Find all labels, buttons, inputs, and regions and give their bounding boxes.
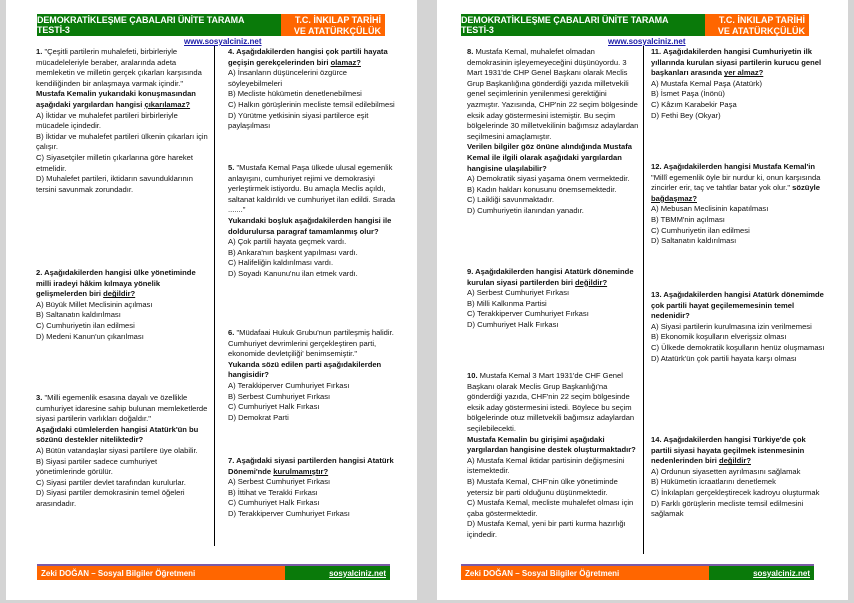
option-a[interactable]: A) Mustafa Kemal Paşa (Atatürk)	[651, 78, 762, 88]
option-b[interactable]: B) Ekonomik koşulların elverişsiz olması	[651, 332, 787, 342]
question-number: 10.	[467, 371, 478, 380]
option-c[interactable]: C) Kâzım Karabekir Paşa	[651, 99, 737, 109]
option-b[interactable]: B) Ankara'nın başkent yapılması vardı.	[228, 247, 358, 257]
question-prompt: 2. Aşağıdakilerden hangisi ülke yönetiminde milli iradeyi hâkim kılmaya yönelik gelişmelerden biri değildir?	[36, 268, 196, 299]
question-prompt: Yukarıda sözü edilen parti aşağıdakilerden hangisidir?	[228, 359, 382, 380]
option-a[interactable]: A) Terakkiperver Cumhuriyet Fırkası	[228, 380, 350, 390]
option-d[interactable]: D) Siyasi partiler demokrasinin temel öğeleri arasındadır.	[36, 488, 185, 508]
question-prompt: 14. Aşağıdakilerden hangisi Türkiye'de çok partili siyasi hayata geçilmek istenmesinin nedenlerinden biri değildir?	[651, 435, 806, 466]
page-footer	[461, 564, 814, 580]
option-c[interactable]: C) Ülkede demokratik koşulların henüz oluşmaması	[651, 342, 825, 352]
question-number: 1.	[36, 47, 43, 56]
question-9	[467, 267, 639, 331]
question-prompt: Mustafa Kemalin yukarıdaki konuşmasından aşağıdaki yargılardan hangisi çıkarılamaz?	[36, 89, 196, 109]
option-c[interactable]: C) Cumhuriyetin ilan edilmesi	[36, 320, 135, 330]
author-label: Zeki DOĞAN – Sosyal Bilgiler Öğretmeni	[37, 566, 285, 580]
option-c[interactable]: C) Siyasetçiler milletin çıkarlarına göre hareket etmelidir.	[36, 152, 193, 173]
question-11	[651, 47, 825, 121]
question-number: 8.	[467, 47, 474, 56]
option-d[interactable]: D) Demokrat Parti	[228, 412, 289, 422]
option-d[interactable]: D) Medeni Kanun'un çıkarılması	[36, 331, 144, 341]
subject-title: T.C. İNKILAP TARİHİ VE ATATÜRKÇÜLÜK	[281, 14, 385, 36]
page-left	[6, 0, 417, 600]
page-header	[37, 14, 385, 36]
question-8	[467, 47, 639, 217]
option-d[interactable]: D) Mustafa Kemal, yeni bir parti kurma hazırlığı içindedir.	[467, 519, 626, 539]
question-number: 5.	[228, 163, 235, 172]
option-b[interactable]: B) Hükümetin icraatlarını denetlemek	[651, 477, 776, 487]
question-prompt: 9. Aşağıdakilerden hangisi Atatürk döneminde kurulan siyasi partilerden biri değildir?	[467, 267, 634, 287]
option-d[interactable]: D) Terakkiperver Cumhuriyet Fırkası	[228, 508, 350, 518]
option-a[interactable]: A) Çok partili hayata geçmek vardı.	[228, 237, 347, 247]
option-c[interactable]: C) Halkın görüşlerinin mecliste temsil edilebilmesi	[228, 99, 395, 109]
question-text: "Müdafaai Hukuk Grubu'nun partileşmiş halidir. Cumhuriyet devrimlerini gerçekleştiren parti, ekonomide devletçiliği' benimsemiştir."	[228, 328, 394, 359]
footer-site-link[interactable]: sosyalciniz.net	[709, 566, 814, 580]
question-3	[36, 393, 208, 510]
option-b[interactable]: B) İsmet Paşa (İnönü)	[651, 89, 725, 99]
question-text: "Mustafa Kemal Paşa ülkede ulusal egemenlik anlayışını, cumhuriyet rejimi ve demokrasiyi yerleştirmek istiyordu. Bu amaçla Meclis açıldı, saltanat kaldırıldı ve cumhuriyet ilan edildi. Sırada ......."	[228, 163, 396, 215]
option-b[interactable]: B) Mecliste hükümetin denetlenebilmesi	[228, 89, 362, 99]
option-b[interactable]: B) Mustafa Kemal, CHF'nin ülke yönetiminde yetersiz bir parti olduğunu düşünmektedir.	[467, 476, 618, 497]
option-c[interactable]: C) Terakkiperver Cumhuriyet Fırkası	[467, 309, 589, 319]
test-title: DEMOKRATİKLEŞME ÇABALARI ÜNİTE TARAMA TESTİ-3	[37, 14, 281, 36]
option-a[interactable]: A) Mustafa Kemal iktidar partisinin değişmesini istemektedir.	[467, 455, 625, 476]
website-link[interactable]: www.sosyalciniz.net	[184, 37, 262, 46]
author-label: Zeki DOĞAN – Sosyal Bilgiler Öğretmeni	[461, 566, 709, 580]
question-12: 12. Aşağıdakilerden hangisi Mustafa Kemal'in "Millî egemenlik öyle bir nurdur ki, onun karşısında zincirler erir, taç ve tahtlar batar yok olur." sözüyle bağdaşmaz? A) Mebusan Meclisinin kapatılması B) TBMM'nin açılması C) Cumhuriyetin ilan edilmesi D) Saltanatın kaldırılması	[651, 162, 825, 247]
question-6	[228, 328, 400, 423]
option-c[interactable]: C) Cumhuriyet Halk Fırkası	[228, 402, 320, 412]
question-text: "Milli egemenlik esasına dayalı ve özellikle cumhuriyet idaresine sahip bulunan memleketlerde siyasi partilerin varlıkları doğaldır."	[36, 393, 208, 424]
option-a[interactable]: A) Demokratik siyasi yaşama önem vermektedir.	[467, 174, 630, 184]
column-divider	[643, 46, 644, 554]
option-d[interactable]: D) Soyadı Kanunu'nu ilan etmek vardı.	[228, 268, 358, 278]
question-number: 3.	[36, 393, 43, 402]
page-footer	[37, 564, 390, 580]
page-header	[461, 14, 809, 36]
option-b[interactable]: B) Siyasi partiler sadece cumhuriyet yönetimlerinde görülür.	[36, 456, 158, 477]
question-number: 6.	[228, 328, 235, 337]
option-c[interactable]: C) Mustafa Kemal, mecliste muhalefet olması için çaba göstermektedir.	[467, 498, 634, 518]
question-text: "Çeşitli partilerin muhalefeti, birbirleriyle mücadeleleriyle beraber, aralarında adeta memleketin ve milletin gerçek çıkarları karşısında kendiliğinden bir anlaşmaya varmak içindir."	[36, 47, 202, 88]
option-d[interactable]: D) Cumhuriyetin ilanından yanadır.	[467, 205, 584, 215]
option-c[interactable]: C) Cumhuriyet Halk Fırkası	[228, 498, 320, 508]
question-prompt: Verilen bilgiler göz önüne alındığında Mustafa Kemal ile ilgili olarak aşağıdaki yargılardan hangisine ulaşılabilir?	[467, 142, 632, 173]
question-5	[228, 163, 400, 280]
subject-title: T.C. İNKILAP TARİHİ VE ATATÜRKÇÜLÜK	[705, 14, 809, 36]
question-text: Mustafa Kemal, muhalefet olmadan demokrasinin işleyemeyeceğini düşünüyordu. 3 Mart 1931'de CHP Genel Başkanı olarak Meclis Grup Başkanlığına gönderdiği yazıda milletvekili genel seçimlerinin yenilenmesi gerektiğini yazmıştır. Yazısında, CHP'nin 22 seçim bölgesinde eksik aday göstermesini istemiştir. Bu seçim bölgelerinde 30 milletvekilinin bağımsız adaylardan seçilmesini amaçlamıştır.	[467, 47, 639, 141]
option-a[interactable]: A) Ordunun siyasetten ayrılmasını sağlamak	[651, 466, 801, 476]
question-prompt: Yukarıdaki boşluk aşağıdakilerden hangisi ile doldurulursa paragraf tamamlanmış olur?	[228, 215, 392, 236]
question-prompt: 7. Aşağıdaki siyasi partilerden hangisi Atatürk Dönemi'nde kurulmamıştır?	[228, 456, 394, 476]
question-1	[36, 47, 208, 195]
option-d[interactable]: D) Atatürk'ün çok partili hayata karşı olması	[651, 353, 797, 363]
option-b[interactable]: B) Saltanatın kaldırılması	[36, 310, 121, 320]
option-a[interactable]: A) İnsanların düşüncelerini özgürce söyleyebilmeleri	[228, 68, 348, 88]
option-c[interactable]: C) İnkılapları gerçekleştirecek kadroyu oluşturmak	[651, 487, 820, 497]
option-b[interactable]: B) Milli Kalkınma Partisi	[467, 298, 547, 308]
option-d[interactable]: D) Cumhuriyet Halk Fırkası	[467, 319, 559, 329]
question-prompt: Mustafa Kemalin bu girişimi aşağıdaki yargılardan hangisine destek oluşturmaktadır?	[467, 434, 636, 455]
question-14	[651, 435, 825, 520]
question-13	[651, 290, 825, 364]
test-title: DEMOKRATİKLEŞME ÇABALARI ÜNİTE TARAMA TESTİ-3	[461, 14, 705, 36]
question-4	[228, 47, 400, 132]
question-2	[36, 268, 208, 342]
footer-site-link[interactable]: sosyalciniz.net	[285, 566, 390, 580]
question-prompt: Aşağıdaki cümlelerden hangisi Atatürk'ün bu sözünü destekler niteliktedir?	[36, 424, 199, 445]
option-c[interactable]: C) Cumhuriyetin ilan edilmesi	[651, 225, 750, 235]
option-a[interactable]: A) Büyük Millet Meclisinin açılması	[36, 299, 153, 309]
question-prompt: 12. Aşağıdakilerden hangisi Mustafa Kemal'in	[651, 162, 816, 171]
option-a[interactable]: A) Bütün vatandaşlar siyasi partilere üye olabilir.	[36, 445, 198, 455]
column-divider	[214, 46, 215, 546]
option-a[interactable]: A) İktidar ve muhalefet partileri birbirleriyle mücadele içindedir.	[36, 110, 178, 131]
option-d[interactable]: D) Farklı görüşlerin mecliste temsil edilmesini sağlamak	[651, 498, 804, 519]
option-b[interactable]: B) Kadın hakları konusunu önemsemektedir.	[467, 184, 617, 194]
option-a[interactable]: A) Mebusan Meclisinin kapatılması	[651, 204, 769, 214]
question-text: "Millî egemenlik öyle bir nurdur ki, onun karşısında zincirler erir, taç ve tahtlar batar yok olur."	[651, 172, 821, 193]
option-b[interactable]: B) İktidar ve muhalefet partileri ülkenin çıkarları için çalışır.	[36, 131, 208, 152]
page-right	[437, 0, 848, 600]
option-a[interactable]: A) Serbest Cumhuriyet Fırkası	[467, 288, 570, 298]
question-7	[228, 456, 400, 520]
option-b[interactable]: B) TBMM'nin açılması	[651, 214, 725, 224]
option-d[interactable]: D) Yürütme yetkisinin siyasi partilerce eşit paylaşılması	[228, 110, 369, 131]
question-prompt: 13. Aşağıdakilerden hangisi Atatürk dönemimde çok partili hayat geçilememesinin temel nedenidir?	[651, 290, 824, 321]
question-prompt: 11. Aşağıdakilerden hangisi Cumhuriyetin ilk yıllarında kurulan siyasi partilerin kurucu genel başkanları arasında yer almaz?	[651, 47, 822, 78]
option-a[interactable]: A) Siyasi partilerin kurulmasına izin verilmemesi	[651, 321, 812, 331]
option-b[interactable]: B) Serbest Cumhuriyet Fırkası	[228, 391, 331, 401]
option-c[interactable]: C) Siyasi partiler devlet tarafından kurulurlar.	[36, 477, 186, 487]
option-d[interactable]: D) Saltanatın kaldırılması	[651, 236, 737, 246]
question-10	[467, 371, 639, 541]
website-link[interactable]: www.sosyalciniz.net	[608, 37, 686, 46]
option-b[interactable]: B) İttihat ve Terakki Fırkası	[228, 487, 318, 497]
option-a[interactable]: A) Serbest Cumhuriyet Fırkası	[228, 477, 331, 487]
option-d[interactable]: D) Fethi Bey (Okyar)	[651, 110, 721, 120]
question-text: Mustafa Kemal 3 Mart 1931'de CHF Genel Başkanı olarak Meclis Grup Başkanlığı'na gönderdiği yazıda, CHF'nin 22 seçim bölgesinde eksik aday göstermesini istedi. Böylece bu seçim bölgelerinde otuz milletvekili bağımsız adaylardan seçilebilecekti.	[467, 371, 635, 433]
option-d[interactable]: D) Muhalefet partileri, iktidarın savunduklarının tersini savunmak zorundadır.	[36, 174, 194, 194]
question-prompt: 4. Aşağıdakilerden hangisi çok partili hayata geçişin gerekçelerinden biri olamaz?	[228, 47, 388, 67]
option-c[interactable]: C) Laikliği savunmaktadır.	[467, 195, 554, 205]
option-c[interactable]: C) Halifeliğin kaldırılması vardı.	[228, 258, 334, 268]
